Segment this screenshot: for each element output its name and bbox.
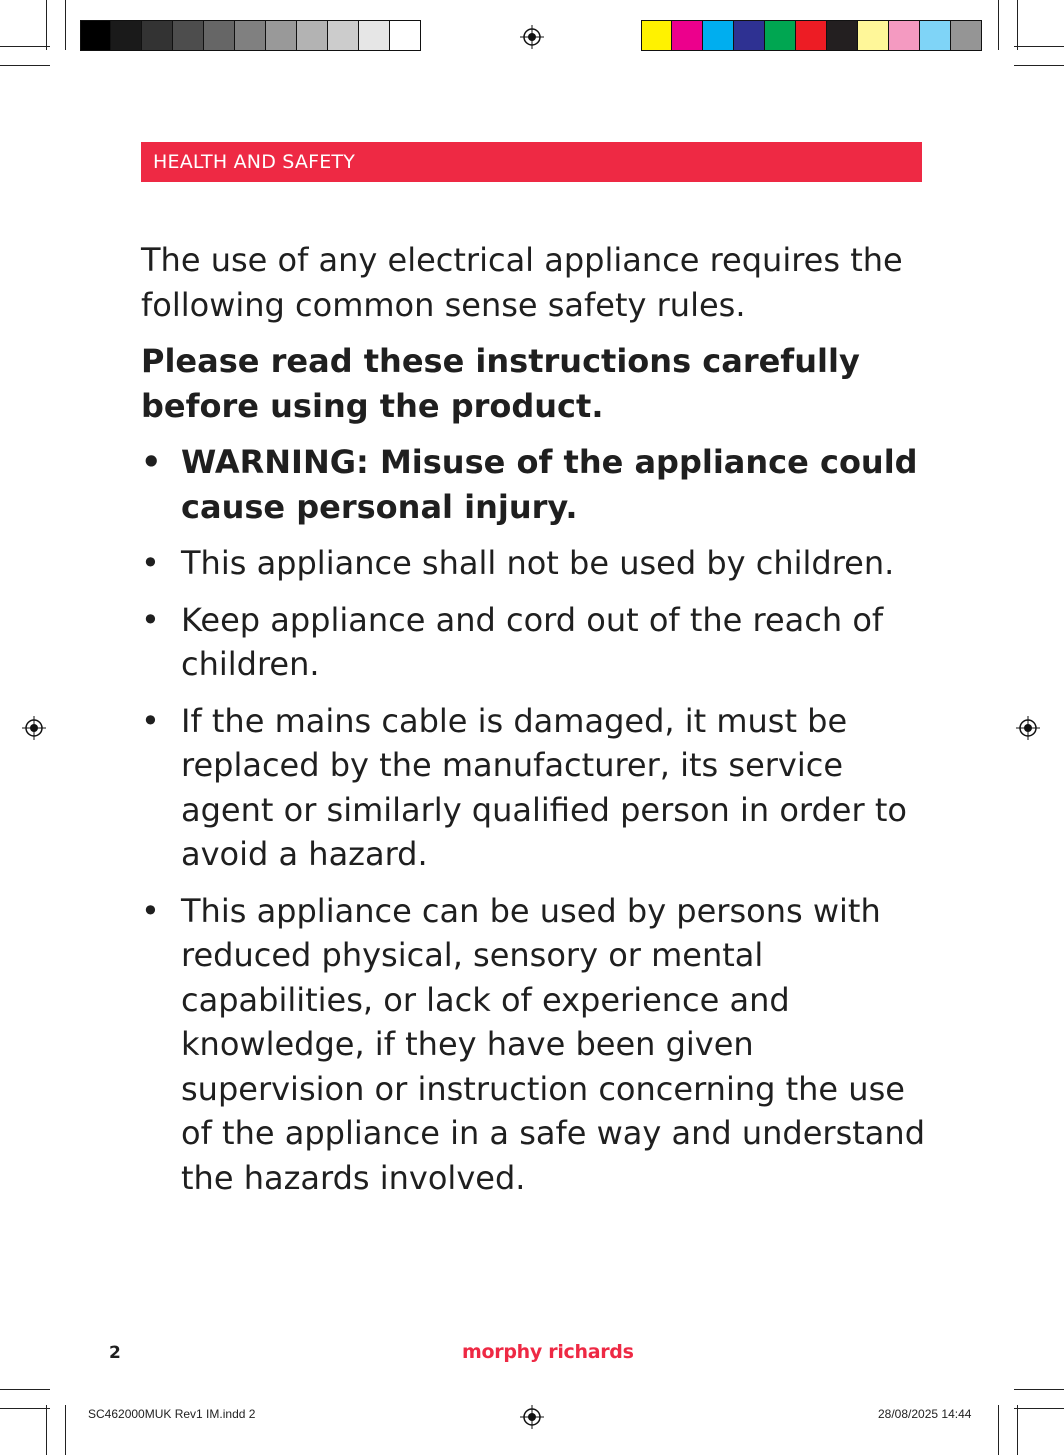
page-number: 2 <box>109 1343 121 1363</box>
color-swatch <box>920 20 951 51</box>
list-item <box>141 598 931 687</box>
color-swatch <box>204 20 235 51</box>
section-title: HEALTH AND SAFETY <box>153 151 356 173</box>
color-swatch <box>889 20 920 51</box>
bullet-icon: • <box>141 891 160 930</box>
color-swatch <box>142 20 173 51</box>
file-slug: SC462000MUK Rev1 IM.indd 2 <box>88 1407 256 1421</box>
brand-logo: morphy richards <box>462 1341 634 1363</box>
list-item-text: WARNING: Misuse of the appliance could cause personal injury. <box>181 443 918 526</box>
crosshair-target-icon <box>1016 716 1040 740</box>
color-swatch <box>173 20 204 51</box>
list-item <box>141 889 931 1201</box>
bullet-icon: • <box>141 600 160 639</box>
grayscale-color-bar <box>80 20 421 51</box>
color-swatch <box>641 20 672 51</box>
color-swatch <box>858 20 889 51</box>
color-swatch <box>80 20 111 51</box>
color-swatch <box>827 20 858 51</box>
color-swatch <box>703 20 734 51</box>
list-item <box>141 699 931 877</box>
intro-text: The use of any electrical appliance requires the following common sense safety rules. <box>141 241 903 324</box>
color-swatch <box>266 20 297 51</box>
bullet-icon: • <box>141 701 160 740</box>
list-item-text: This appliance shall not be used by children. <box>181 544 895 582</box>
color-swatch <box>235 20 266 51</box>
color-swatch <box>297 20 328 51</box>
crosshair-target-icon <box>22 716 46 740</box>
color-swatch <box>328 20 359 51</box>
color-swatch <box>390 20 421 51</box>
color-swatch <box>765 20 796 51</box>
bullet-icon: • <box>141 443 162 481</box>
crosshair-target-icon <box>520 1405 544 1429</box>
color-swatch <box>672 20 703 51</box>
section-header <box>141 142 922 182</box>
color-swatch <box>359 20 390 51</box>
safety-content <box>141 238 931 1212</box>
safety-list <box>141 440 931 1200</box>
color-swatch <box>796 20 827 51</box>
date-slug: 28/08/2025 14:44 <box>878 1407 972 1421</box>
color-swatch <box>951 20 982 51</box>
color-swatch <box>111 20 142 51</box>
list-item <box>141 541 931 586</box>
color-swatch <box>734 20 765 51</box>
read-instructions-text: Please read these instructions carefully before using the product. <box>141 342 860 425</box>
list-item-text: If the mains cable is damaged, it must be replaced by the manufacturer, its service agent or similarly qualified person in order to avoid a hazard. <box>181 701 907 873</box>
list-item <box>141 440 931 529</box>
list-item-text: Keep appliance and cord out of the reach of children. <box>181 600 884 683</box>
bullet-icon: • <box>141 544 160 582</box>
crosshair-target-icon <box>520 25 544 49</box>
list-item-text: This appliance can be used by persons with reduced physical, sensory or mental capabilities, or lack of experience and knowledge, if they have been given supervision or instruction concerning the use of the appliance in a safe way and understand the hazards involved. <box>181 891 925 1197</box>
process-color-bar <box>641 20 982 51</box>
